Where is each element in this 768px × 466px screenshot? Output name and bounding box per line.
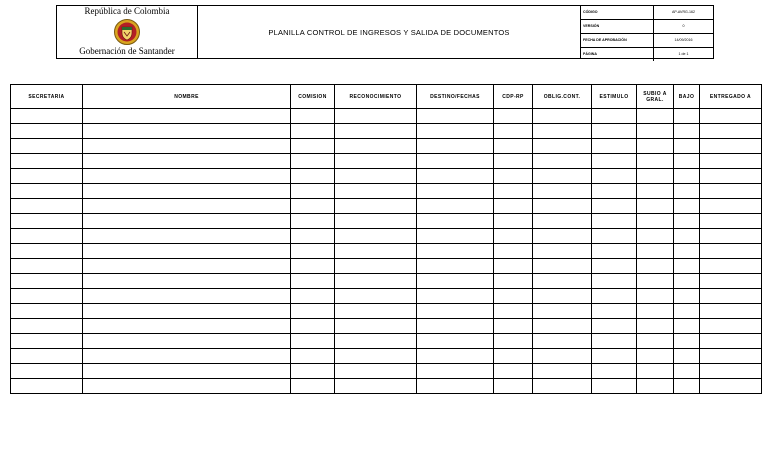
table-row — [11, 229, 762, 244]
table-cell[interactable] — [700, 319, 762, 334]
table-cell[interactable] — [83, 229, 291, 244]
meta-row-page — [581, 48, 713, 61]
table-cell[interactable] — [417, 139, 494, 154]
table-cell[interactable] — [592, 244, 637, 259]
column-header-bajo: BAJO — [674, 85, 700, 109]
table-row — [11, 199, 762, 214]
table-cell[interactable] — [533, 199, 592, 214]
table-cell[interactable] — [11, 214, 83, 229]
column-header-reconocimiento: RECONOCIMIENTO — [335, 85, 417, 109]
table-cell[interactable] — [637, 109, 674, 124]
table-cell[interactable] — [674, 124, 700, 139]
table-cell[interactable] — [11, 184, 83, 199]
table-cell[interactable] — [674, 169, 700, 184]
table-cell[interactable] — [335, 199, 417, 214]
documents-table — [10, 84, 762, 394]
table-cell[interactable] — [637, 304, 674, 319]
table-cell[interactable] — [291, 109, 335, 124]
table-cell[interactable] — [700, 184, 762, 199]
table-cell[interactable] — [637, 229, 674, 244]
table-cell[interactable] — [417, 304, 494, 319]
table-cell[interactable] — [592, 334, 637, 349]
country-name: República de Colombia — [84, 6, 170, 16]
document-title: PLANILLA CONTROL DE INGRESOS Y SALIDA DE DOCUMENTOS — [198, 6, 581, 58]
table-cell[interactable] — [494, 229, 533, 244]
table-cell[interactable] — [637, 274, 674, 289]
table-row — [11, 334, 762, 349]
column-header-nombre: NOMBRE — [83, 85, 291, 109]
table-cell[interactable] — [700, 229, 762, 244]
table-cell[interactable] — [637, 184, 674, 199]
table-cell[interactable] — [533, 214, 592, 229]
meta-label: VERSIÓN — [581, 20, 654, 33]
table-cell[interactable] — [494, 154, 533, 169]
table-cell[interactable] — [700, 364, 762, 379]
table-cell[interactable] — [637, 364, 674, 379]
table-cell[interactable] — [83, 199, 291, 214]
table-cell[interactable] — [11, 109, 83, 124]
meta-row-code — [581, 6, 713, 20]
table-cell[interactable] — [494, 364, 533, 379]
table-cell[interactable] — [83, 169, 291, 184]
table-cell[interactable] — [417, 199, 494, 214]
table-cell[interactable] — [700, 169, 762, 184]
table-cell[interactable] — [291, 199, 335, 214]
table-cell[interactable] — [335, 124, 417, 139]
table-cell[interactable] — [533, 259, 592, 274]
table-cell[interactable] — [700, 199, 762, 214]
table-cell[interactable] — [291, 259, 335, 274]
table-cell[interactable] — [700, 244, 762, 259]
table-cell[interactable] — [533, 349, 592, 364]
table-cell[interactable] — [417, 244, 494, 259]
table-cell[interactable] — [417, 184, 494, 199]
column-header-subio-a-gral: SUBIO A GRAL. — [637, 85, 674, 109]
table-cell[interactable] — [11, 259, 83, 274]
table-cell[interactable] — [592, 304, 637, 319]
table-cell[interactable] — [417, 169, 494, 184]
table-cell[interactable] — [83, 319, 291, 334]
table-cell[interactable] — [291, 319, 335, 334]
table-cell[interactable] — [533, 319, 592, 334]
table-cell[interactable] — [335, 274, 417, 289]
table-cell[interactable] — [592, 274, 637, 289]
table-cell[interactable] — [291, 364, 335, 379]
table-cell[interactable] — [700, 274, 762, 289]
table-cell[interactable] — [592, 124, 637, 139]
table-cell[interactable] — [494, 349, 533, 364]
table-cell[interactable] — [674, 319, 700, 334]
table-cell[interactable] — [674, 304, 700, 319]
table-cell[interactable] — [291, 289, 335, 304]
table-cell[interactable] — [291, 214, 335, 229]
table-cell[interactable] — [533, 304, 592, 319]
meta-value: 0 — [682, 24, 685, 28]
table-cell[interactable] — [11, 274, 83, 289]
column-header-comision: COMISION — [291, 85, 335, 109]
table-cell[interactable] — [417, 349, 494, 364]
table-cell[interactable] — [637, 169, 674, 184]
table-cell[interactable] — [83, 244, 291, 259]
table-cell[interactable] — [533, 169, 592, 184]
table-cell[interactable] — [700, 214, 762, 229]
table-cell[interactable] — [674, 184, 700, 199]
table-cell[interactable] — [494, 139, 533, 154]
table-row — [11, 154, 762, 169]
table-cell[interactable] — [533, 154, 592, 169]
column-header-destino-fechas: DESTINO/FECHAS — [417, 85, 494, 109]
table-cell[interactable] — [674, 289, 700, 304]
table-header-row — [11, 85, 762, 109]
table-cell[interactable] — [700, 109, 762, 124]
table-cell[interactable] — [592, 259, 637, 274]
table-cell[interactable] — [592, 169, 637, 184]
table-cell[interactable] — [335, 229, 417, 244]
document-metadata — [581, 6, 713, 58]
table-row — [11, 304, 762, 319]
table-cell[interactable] — [83, 139, 291, 154]
table-cell[interactable] — [335, 364, 417, 379]
table-cell[interactable] — [637, 379, 674, 394]
meta-label: PÁGINA — [581, 48, 654, 61]
table-cell[interactable] — [335, 334, 417, 349]
table-cell[interactable] — [533, 109, 592, 124]
table-cell[interactable] — [592, 109, 637, 124]
table-cell[interactable] — [533, 334, 592, 349]
table-cell[interactable] — [11, 124, 83, 139]
table-row — [11, 169, 762, 184]
table-cell[interactable] — [11, 244, 83, 259]
table-cell[interactable] — [291, 124, 335, 139]
table-cell[interactable] — [11, 229, 83, 244]
table-cell[interactable] — [674, 334, 700, 349]
table-cell[interactable] — [494, 274, 533, 289]
table-cell[interactable] — [674, 259, 700, 274]
table-cell[interactable] — [592, 229, 637, 244]
table-cell[interactable] — [533, 364, 592, 379]
table-cell[interactable] — [674, 364, 700, 379]
table-row — [11, 139, 762, 154]
table-cell[interactable] — [335, 169, 417, 184]
meta-row-version — [581, 20, 713, 34]
table-cell[interactable] — [335, 109, 417, 124]
table-cell[interactable] — [291, 154, 335, 169]
table-row — [11, 259, 762, 274]
table-row — [11, 109, 762, 124]
table-cell[interactable] — [674, 214, 700, 229]
table-cell[interactable] — [494, 289, 533, 304]
table-cell[interactable] — [291, 349, 335, 364]
table-cell[interactable] — [592, 199, 637, 214]
table-cell[interactable] — [674, 379, 700, 394]
meta-label: FECHA DE APROBACIÓN — [581, 34, 654, 47]
table-cell[interactable] — [674, 139, 700, 154]
meta-value: AP-AVRG-162 — [671, 10, 696, 14]
table-cell[interactable] — [494, 244, 533, 259]
table-cell[interactable] — [291, 274, 335, 289]
table-cell[interactable] — [417, 274, 494, 289]
table-cell[interactable] — [83, 274, 291, 289]
table-cell[interactable] — [11, 139, 83, 154]
table-row — [11, 124, 762, 139]
column-header-cdp-rp: CDP-RP — [494, 85, 533, 109]
table-cell[interactable] — [335, 379, 417, 394]
table-cell[interactable] — [11, 379, 83, 394]
table-cell[interactable] — [291, 304, 335, 319]
table-cell[interactable] — [335, 289, 417, 304]
table-cell[interactable] — [291, 229, 335, 244]
meta-label: CÓDIGO — [581, 6, 654, 19]
table-cell[interactable] — [592, 379, 637, 394]
table-cell[interactable] — [674, 109, 700, 124]
table-cell[interactable] — [291, 334, 335, 349]
table-row — [11, 214, 762, 229]
table-cell[interactable] — [494, 109, 533, 124]
table-cell[interactable] — [291, 139, 335, 154]
table-cell[interactable] — [494, 199, 533, 214]
table-row — [11, 349, 762, 364]
table-cell[interactable] — [11, 199, 83, 214]
table-cell[interactable] — [11, 169, 83, 184]
table-cell[interactable] — [533, 289, 592, 304]
coat-of-arms-icon — [113, 18, 141, 46]
table-cell[interactable] — [700, 304, 762, 319]
table-row — [11, 244, 762, 259]
table-cell[interactable] — [637, 214, 674, 229]
table-cell[interactable] — [637, 259, 674, 274]
table-cell[interactable] — [417, 289, 494, 304]
table-cell[interactable] — [637, 349, 674, 364]
table-cell[interactable] — [533, 124, 592, 139]
table-cell[interactable] — [83, 379, 291, 394]
table-cell[interactable] — [494, 214, 533, 229]
table-cell[interactable] — [700, 379, 762, 394]
table-cell[interactable] — [83, 334, 291, 349]
table-cell[interactable] — [291, 379, 335, 394]
table-cell[interactable] — [11, 319, 83, 334]
table-cell[interactable] — [83, 214, 291, 229]
table-cell[interactable] — [335, 259, 417, 274]
table-cell[interactable] — [592, 184, 637, 199]
table-cell[interactable] — [592, 139, 637, 154]
table-cell[interactable] — [700, 289, 762, 304]
table-cell[interactable] — [592, 364, 637, 379]
table-row — [11, 364, 762, 379]
table-cell[interactable] — [335, 244, 417, 259]
column-header-estimulo: ESTIMULO — [592, 85, 637, 109]
table-cell[interactable] — [494, 259, 533, 274]
table-cell[interactable] — [700, 124, 762, 139]
document-header — [56, 5, 714, 59]
table-cell[interactable] — [335, 214, 417, 229]
table-cell[interactable] — [700, 154, 762, 169]
table-cell[interactable] — [592, 214, 637, 229]
table-cell[interactable] — [291, 244, 335, 259]
table-row — [11, 379, 762, 394]
table-cell[interactable] — [637, 154, 674, 169]
table-cell[interactable] — [83, 289, 291, 304]
table-cell[interactable] — [533, 244, 592, 259]
table-cell[interactable] — [417, 364, 494, 379]
table-cell[interactable] — [417, 229, 494, 244]
table-cell[interactable] — [637, 319, 674, 334]
table-cell[interactable] — [417, 154, 494, 169]
table-row — [11, 319, 762, 334]
table-cell[interactable] — [674, 229, 700, 244]
table-cell[interactable] — [494, 184, 533, 199]
meta-row-approval-date — [581, 34, 713, 48]
table-cell[interactable] — [592, 289, 637, 304]
table-cell[interactable] — [83, 154, 291, 169]
table-cell[interactable] — [335, 184, 417, 199]
table-cell[interactable] — [11, 334, 83, 349]
table-cell[interactable] — [83, 109, 291, 124]
table-cell[interactable] — [533, 229, 592, 244]
table-cell[interactable] — [417, 334, 494, 349]
table-cell[interactable] — [417, 124, 494, 139]
table-cell[interactable] — [417, 379, 494, 394]
table-cell[interactable] — [533, 139, 592, 154]
table-cell[interactable] — [83, 349, 291, 364]
table-cell[interactable] — [637, 289, 674, 304]
table-cell[interactable] — [637, 199, 674, 214]
table-cell[interactable] — [494, 304, 533, 319]
table-cell[interactable] — [11, 154, 83, 169]
column-header-oblig-cont: OBLIG.CONT. — [533, 85, 592, 109]
table-cell[interactable] — [335, 154, 417, 169]
column-header-secretaria: SECRETARIA — [11, 85, 83, 109]
table-cell[interactable] — [533, 184, 592, 199]
table-cell[interactable] — [291, 184, 335, 199]
table-cell[interactable] — [674, 349, 700, 364]
table-cell[interactable] — [533, 379, 592, 394]
table-cell[interactable] — [592, 319, 637, 334]
table-cell[interactable] — [11, 349, 83, 364]
table-cell[interactable] — [83, 364, 291, 379]
table-cell[interactable] — [674, 154, 700, 169]
table-cell[interactable] — [637, 334, 674, 349]
table-cell[interactable] — [291, 169, 335, 184]
table-cell[interactable] — [11, 289, 83, 304]
table-cell[interactable] — [83, 259, 291, 274]
table-cell[interactable] — [700, 139, 762, 154]
table-row — [11, 274, 762, 289]
table-cell[interactable] — [417, 214, 494, 229]
table-body — [11, 109, 762, 394]
table-cell[interactable] — [674, 274, 700, 289]
table-cell[interactable] — [637, 139, 674, 154]
table-cell[interactable] — [592, 154, 637, 169]
table-cell[interactable] — [494, 334, 533, 349]
table-cell[interactable] — [335, 319, 417, 334]
meta-value: 1 de 1 — [678, 52, 689, 56]
table-cell[interactable] — [417, 109, 494, 124]
government-name: Gobernación de Santander — [79, 46, 175, 56]
table-cell[interactable] — [494, 124, 533, 139]
table-cell[interactable] — [11, 304, 83, 319]
table-cell[interactable] — [494, 379, 533, 394]
table-cell[interactable] — [700, 334, 762, 349]
logo-cell — [57, 6, 198, 58]
table-row — [11, 289, 762, 304]
table-cell[interactable] — [637, 244, 674, 259]
table-cell[interactable] — [335, 349, 417, 364]
table-cell[interactable] — [335, 139, 417, 154]
table-cell[interactable] — [11, 364, 83, 379]
column-header-entregado-a: ENTREGADO A — [700, 85, 762, 109]
table-cell[interactable] — [83, 184, 291, 199]
table-cell[interactable] — [494, 319, 533, 334]
table-cell[interactable] — [674, 199, 700, 214]
table-cell[interactable] — [592, 349, 637, 364]
table-cell[interactable] — [417, 319, 494, 334]
table-cell[interactable] — [700, 349, 762, 364]
table-cell[interactable] — [335, 304, 417, 319]
table-cell[interactable] — [494, 169, 533, 184]
table-cell[interactable] — [83, 124, 291, 139]
table-cell[interactable] — [417, 259, 494, 274]
table-cell[interactable] — [83, 304, 291, 319]
table-cell[interactable] — [700, 259, 762, 274]
table-row — [11, 184, 762, 199]
meta-value: 14/09/2016 — [674, 38, 693, 42]
table-cell[interactable] — [533, 274, 592, 289]
table-cell[interactable] — [674, 244, 700, 259]
table-cell[interactable] — [637, 124, 674, 139]
